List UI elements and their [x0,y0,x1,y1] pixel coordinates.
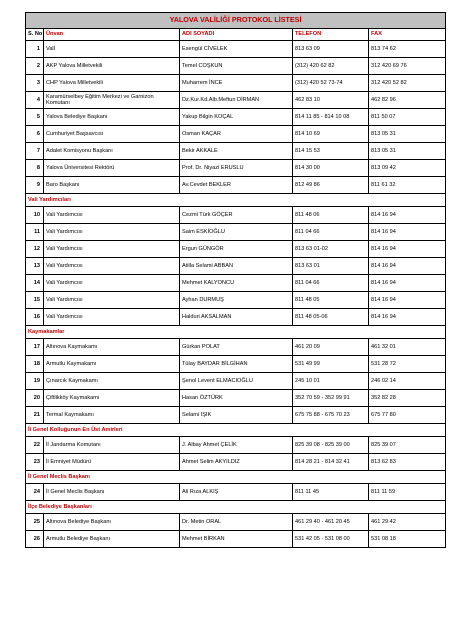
title-row [26,13,446,29]
cell-adi-soyadi: Bekir AKKALE [180,143,293,160]
header-sno: S. No [26,29,44,41]
table-row [26,407,446,424]
cell-unvan: Yalova Belediye Başkanı [44,109,180,126]
header-telefon: TELEFON [293,29,369,41]
cell-fax: 814 16 94 [369,292,446,309]
cell-sno: 6 [26,126,44,143]
cell-telefon: 814 11 85 - 814 10 08 [293,109,369,126]
cell-telefon: 811 04 66 [293,224,369,241]
table-row [26,207,446,224]
cell-telefon: 461 20 09 [293,339,369,356]
cell-adi-soyadi: Ergun GÜNGÖR [180,241,293,258]
cell-sno: 7 [26,143,44,160]
cell-fax: 461 32 01 [369,339,446,356]
table-row [26,437,446,454]
table-row [26,92,446,109]
cell-unvan: Termal Kaymakamı [44,407,180,424]
section-label: İl Genel Meclis Başkanı [26,471,446,484]
cell-telefon: 814 10 69 [293,126,369,143]
cell-sno: 24 [26,484,44,501]
table-row [26,484,446,501]
cell-telefon: 811 48 05-06 [293,309,369,326]
cell-adi-soyadi: Selami IŞIK [180,407,293,424]
cell-unvan: Adalet Komisyonu Başkanı [44,143,180,160]
cell-telefon: 811 48 06 [293,207,369,224]
cell-telefon: 825 39 08 - 825 39 00 [293,437,369,454]
cell-telefon: (312) 420 62 82 [293,58,369,75]
cell-unvan: Altınova Belediye Başkanı [44,514,180,531]
cell-adi-soyadi: Yakup Bilgin KOÇAL [180,109,293,126]
cell-telefon: 812 49 86 [293,177,369,194]
cell-sno: 5 [26,109,44,126]
cell-adi-soyadi: Osman KAÇAR [180,126,293,143]
cell-unvan: Altınova Kaymakamı [44,339,180,356]
table-row [26,143,446,160]
cell-unvan: İl Jandarma Komutanı [44,437,180,454]
table-row [26,160,446,177]
cell-adi-soyadi: Mehmet BİRKAN [180,531,293,548]
cell-telefon: 461 29 40 - 461 20 45 [293,514,369,531]
cell-adi-soyadi: Gürkan POLAT [180,339,293,356]
cell-unvan: Vali Yardımcısı [44,224,180,241]
protocol-table [25,12,446,548]
cell-unvan: Vali Yardımcısı [44,207,180,224]
table-row [26,109,446,126]
cell-fax: 352 82 28 [369,390,446,407]
cell-adi-soyadi: Esengül CİVELEK [180,41,293,58]
cell-telefon: 814 15 53 [293,143,369,160]
cell-telefon: 814 30 00 [293,160,369,177]
page-title: YALOVA VALİLİĞİ PROTOKOL LİSTESİ [26,13,446,29]
table-row [26,258,446,275]
cell-sno: 1 [26,41,44,58]
table-row [26,356,446,373]
cell-fax: 531 28 72 [369,356,446,373]
cell-telefon: 245 10 01 [293,373,369,390]
cell-telefon: 811 04 66 [293,275,369,292]
section-label: Kaymakamlar [26,326,446,339]
section-row [26,326,446,339]
cell-sno: 13 [26,258,44,275]
cell-unvan: CHP Yalova Milletvekili [44,75,180,92]
cell-telefon: 462 83 10 [293,92,369,109]
cell-telefon: 813 63 09 [293,41,369,58]
section-row [26,194,446,207]
cell-sno: 19 [26,373,44,390]
cell-sno: 21 [26,407,44,424]
cell-adi-soyadi: Şenol Levent ELMACIOĞLU [180,373,293,390]
cell-sno: 18 [26,356,44,373]
cell-unvan: Yalova Üniversitesi Rektörü [44,160,180,177]
cell-sno: 8 [26,160,44,177]
cell-sno: 25 [26,514,44,531]
cell-adi-soyadi: J. Albay Ahmet ÇELİK [180,437,293,454]
header-unvan: Ünvan [44,29,180,41]
table-row [26,177,446,194]
table-row [26,454,446,471]
table-row [26,58,446,75]
header-adi-soyadi: ADI SOYADI [180,29,293,41]
cell-sno: 10 [26,207,44,224]
cell-sno: 16 [26,309,44,326]
cell-adi-soyadi: Hasan ÖZTÜRK [180,390,293,407]
cell-fax: 825 39 07 [369,437,446,454]
cell-sno: 4 [26,92,44,109]
table-row [26,390,446,407]
cell-adi-soyadi: Atilla Selami ABBAN [180,258,293,275]
cell-telefon: 352 70 59 - 352 99 91 [293,390,369,407]
cell-sno: 26 [26,531,44,548]
cell-adi-soyadi: Dz.Kur.Kd.Alb.Meftun DİRMAN [180,92,293,109]
cell-sno: 3 [26,75,44,92]
cell-unvan: Valİ [44,41,180,58]
cell-fax: 813 05 31 [369,143,446,160]
cell-telefon: 811 11 45 [293,484,369,501]
cell-telefon: 813 63 01-02 [293,241,369,258]
cell-adi-soyadi: Ayhan DURMUŞ [180,292,293,309]
cell-telefon: 531 42 05 - 531 08 00 [293,531,369,548]
cell-unvan: Vali Yardımcısı [44,241,180,258]
cell-telefon: 675 75 88 - 675 70 23 [293,407,369,424]
table-row [26,339,446,356]
cell-telefon: 531 49 99 [293,356,369,373]
cell-fax: 461 29 42 [369,514,446,531]
cell-adi-soyadi: Tülay BAYDAR BİLGİHAN [180,356,293,373]
table-row [26,75,446,92]
section-label: İlçe Belediye Başkanları [26,501,446,514]
cell-fax: 813 74 62 [369,41,446,58]
table-row [26,241,446,258]
cell-adi-soyadi: Halduri AKSALMAN [180,309,293,326]
table-row [26,309,446,326]
cell-telefon: 814 28 21 - 814 32 41 [293,454,369,471]
cell-fax: 814 16 94 [369,224,446,241]
section-row [26,424,446,437]
cell-unvan: Armutlu Kaymakamı [44,356,180,373]
cell-fax: 811 50 07 [369,109,446,126]
cell-telefon: 813 63 01 [293,258,369,275]
cell-sno: 14 [26,275,44,292]
cell-unvan: AKP Yalova Milletvekili [44,58,180,75]
cell-unvan: Vali Yardımcısı [44,309,180,326]
cell-fax: 814 16 94 [369,275,446,292]
cell-sno: 15 [26,292,44,309]
cell-fax: 813 05 31 [369,126,446,143]
protocol-list-sheet [25,12,445,548]
table-row [26,275,446,292]
cell-unvan: İl Emniyet Müdürü [44,454,180,471]
cell-fax: 813 09 42 [369,160,446,177]
section-row [26,471,446,484]
cell-fax: 462 82 96 [369,92,446,109]
cell-telefon: (312) 420 52 73-74 [293,75,369,92]
cell-fax: 814 16 94 [369,258,446,275]
section-label: İl Genel Kolluğunun En Üst Amirleri [26,424,446,437]
cell-sno: 23 [26,454,44,471]
table-row [26,514,446,531]
cell-fax: 814 16 94 [369,241,446,258]
cell-adi-soyadi: Saim ESKİOĞLU [180,224,293,241]
table-row [26,531,446,548]
cell-adi-soyadi: Mehmet KALYONCU [180,275,293,292]
cell-unvan: Çınarcık Kaymakamı [44,373,180,390]
cell-adi-soyadi: Av.Cevdet BEKLER [180,177,293,194]
cell-fax: 814 16 94 [369,309,446,326]
header-fax: FAX [369,29,446,41]
cell-adi-soyadi: Cezmi Türk GÖÇER [180,207,293,224]
header-row [26,29,446,41]
cell-sno: 2 [26,58,44,75]
table-row [26,41,446,58]
cell-sno: 17 [26,339,44,356]
cell-adi-soyadi: Temel COŞKUN [180,58,293,75]
cell-telefon: 811 48 05 [293,292,369,309]
cell-fax: 531 08 18 [369,531,446,548]
cell-unvan: Karamürselbey Eğitim Merkezi ve Garnizon Komutanı [44,92,180,109]
cell-sno: 12 [26,241,44,258]
table-row [26,373,446,390]
cell-fax: 814 16 94 [369,207,446,224]
cell-sno: 22 [26,437,44,454]
cell-fax: 246 02 14 [369,373,446,390]
cell-adi-soyadi: Prof. Dr. Niyazi ERUSLU [180,160,293,177]
cell-fax: 312 420 52 82 [369,75,446,92]
cell-unvan: Armutlu Belediye Başkanı [44,531,180,548]
cell-fax: 813 62 83 [369,454,446,471]
cell-fax: 811 61 32 [369,177,446,194]
cell-adi-soyadi: Dr. Metin ORAL [180,514,293,531]
cell-adi-soyadi: Muharrem İNCE [180,75,293,92]
table-row [26,292,446,309]
cell-unvan: İl Genel Meclis Başkanı [44,484,180,501]
cell-unvan: Cumhuriyet Başsavcısı [44,126,180,143]
cell-unvan: Çiftlikköy Kaymakamı [44,390,180,407]
cell-unvan: Vali Yardımcısı [44,275,180,292]
section-row [26,501,446,514]
cell-fax: 675 77 80 [369,407,446,424]
cell-sno: 11 [26,224,44,241]
cell-unvan: Baro Başkanı [44,177,180,194]
cell-adi-soyadi: Ahmet Selim AKYILDIZ [180,454,293,471]
cell-sno: 20 [26,390,44,407]
cell-sno: 9 [26,177,44,194]
cell-fax: 811 11 59 [369,484,446,501]
cell-unvan: Vali Yardımcısı [44,258,180,275]
table-row [26,224,446,241]
cell-adi-soyadi: Ali Rıza ALKIŞ [180,484,293,501]
cell-fax: 312 420 69 76 [369,58,446,75]
table-row [26,126,446,143]
cell-unvan: Vali Yardımcısı [44,292,180,309]
section-label: Vali Yardımcıları [26,194,446,207]
